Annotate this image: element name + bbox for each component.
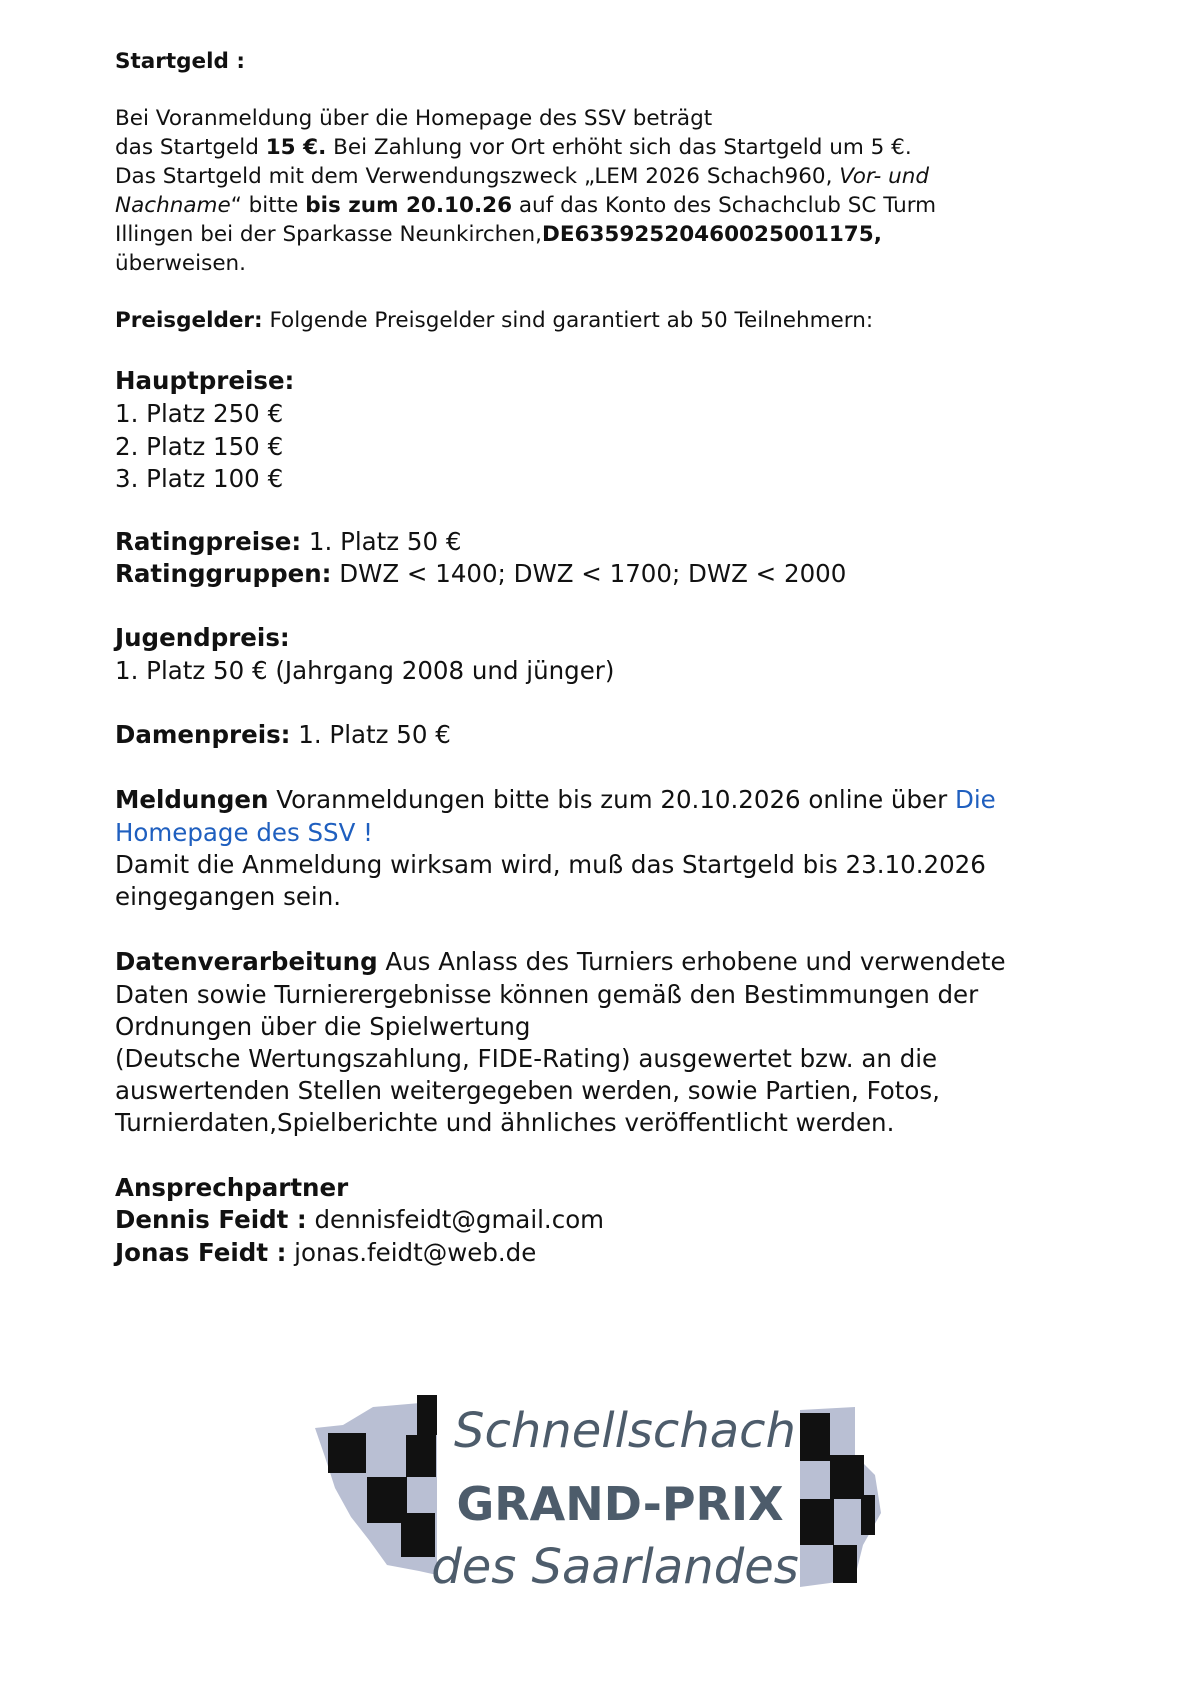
meldungen-line-4: eingegangen sein. bbox=[115, 882, 342, 911]
hauptpreise-heading: Hauptpreise: bbox=[115, 366, 295, 395]
contact-email: jonas.feidt@web.de bbox=[286, 1238, 537, 1267]
jugendpreis-line: 1. Platz 50 € (Jahrgang 2008 und jünger) bbox=[115, 656, 615, 685]
grand-prix-logo bbox=[315, 1395, 895, 1605]
startgeld-line-4: Nachname“ bitte bis zum 20.10.26 auf das Konto des Schachclub SC Turm bbox=[115, 193, 937, 218]
ssv-homepage-link[interactable]: Die bbox=[954, 785, 996, 814]
meldungen-line-2 bbox=[115, 817, 373, 850]
startgeld-line-5: Illingen bei der Sparkasse Neunkirchen,DE63592520460025001175, bbox=[115, 222, 882, 247]
startgeld-heading: Startgeld : bbox=[115, 49, 245, 74]
damenpreis-line: Damenpreis: 1. Platz 50 € bbox=[115, 720, 451, 749]
logo-line-3: des Saarlandes bbox=[431, 1539, 799, 1595]
hauptpreis-item: 3. Platz 100 € bbox=[115, 464, 284, 493]
ssv-homepage-link[interactable]: Homepage des SSV ! bbox=[115, 818, 373, 847]
contact-email: dennisfeidt@gmail.com bbox=[306, 1205, 605, 1234]
logo-line-1: Schnellschach bbox=[454, 1403, 796, 1459]
datenverarbeitung-line-2: Daten sowie Turnierergebnisse können gemäß den Bestimmungen der bbox=[115, 980, 979, 1009]
saarland-map-left bbox=[315, 1395, 437, 1575]
datenverarbeitung-line-3: Ordnungen über die Spielwertung bbox=[115, 1012, 531, 1041]
ratinggruppen-line: Ratinggruppen: DWZ < 1400; DWZ < 1700; DWZ < 2000 bbox=[115, 559, 847, 588]
datenverarbeitung-line-6: Turnierdaten,Spielberichte und ähnliches veröffentlicht werden. bbox=[115, 1108, 895, 1137]
datenverarbeitung-line-1: Datenverarbeitung Aus Anlass des Turniers erhobene und verwendete bbox=[115, 947, 1006, 976]
startgeld-line-2: das Startgeld 15 €. Bei Zahlung vor Ort erhöht sich das Startgeld um 5 €. bbox=[115, 135, 912, 160]
ansprechpartner-heading: Ansprechpartner bbox=[115, 1173, 349, 1202]
meldungen-line-1: Meldungen Voranmeldungen bitte bis zum 20.10.2026 online über Die bbox=[115, 785, 996, 814]
startgeld-line-1: Bei Voranmeldung über die Homepage des SSV beträgt bbox=[115, 106, 713, 131]
preisgelder-line: Preisgelder: Folgende Preisgelder sind garantiert ab 50 Teilnehmern: bbox=[115, 308, 874, 333]
meldungen-line-3: Damit die Anmeldung wirksam wird, muß das Startgeld bis 23.10.2026 bbox=[115, 850, 986, 879]
hauptpreis-item: 1. Platz 250 € bbox=[115, 399, 284, 428]
logo-line-2: GRAND-PRIX bbox=[456, 1477, 784, 1531]
jugendpreis-heading: Jugendpreis: bbox=[115, 623, 290, 652]
contact-line bbox=[115, 1204, 604, 1237]
contact-name: Jonas Feidt : bbox=[115, 1238, 287, 1267]
hauptpreis-item: 2. Platz 150 € bbox=[115, 432, 284, 461]
contact-name: Dennis Feidt : bbox=[115, 1205, 307, 1234]
datenverarbeitung-line-5: auswertenden Stellen weitergegeben werden, sowie Partien, Fotos, bbox=[115, 1076, 940, 1105]
datenverarbeitung-line-4: (Deutsche Wertungszahlung, FIDE-Rating) ausgewertet bzw. an die bbox=[115, 1044, 938, 1073]
startgeld-line-3: Das Startgeld mit dem Verwendungszweck „LEM 2026 Schach960, Vor- und bbox=[115, 164, 930, 189]
startgeld-line-6: überweisen. bbox=[115, 251, 247, 276]
saarland-map-right bbox=[800, 1407, 881, 1587]
contact-line bbox=[115, 1237, 536, 1270]
ratingpreise-line: Ratingpreise: 1. Platz 50 € bbox=[115, 527, 462, 556]
